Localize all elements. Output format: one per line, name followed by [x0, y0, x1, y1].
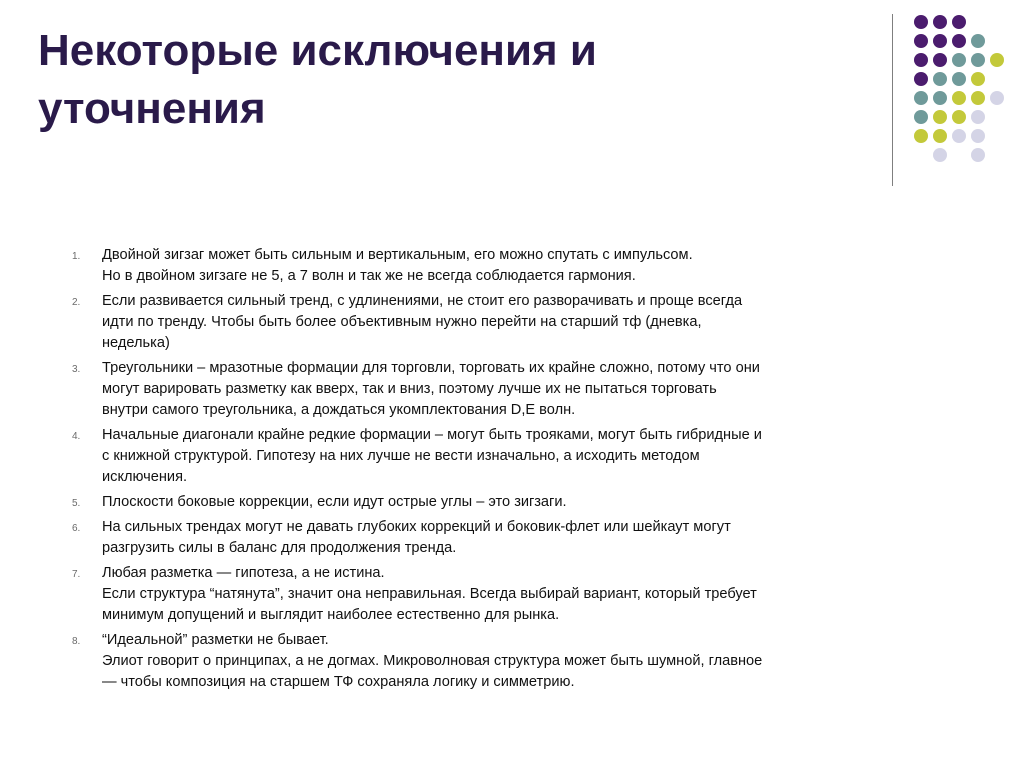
slide-title-line: Некоторые исключения и — [38, 26, 597, 75]
list-item-text-line: Элиот говорит о принципах, а не догмах. Микроволновая структура может быть шумной, главное — [102, 653, 763, 669]
decorative-dot — [990, 53, 1004, 67]
list-item — [72, 245, 892, 287]
decorative-dot — [952, 129, 966, 143]
decorative-dot — [971, 148, 985, 162]
decorative-dot — [971, 34, 985, 48]
list-item-text-line: Треугольники – мразотные формации для торговли, торговать их крайне сложно, потому что они — [102, 360, 760, 376]
list-item-text-line: Если развивается сильный тренд, с удлинениями, не стоит его разворачивать и проще всегда — [102, 293, 743, 309]
decorative-dot — [971, 91, 985, 105]
decorative-dot — [914, 110, 928, 124]
decorative-dot — [914, 15, 928, 29]
decorative-dot — [971, 53, 985, 67]
decorative-dot — [933, 15, 947, 29]
decorative-dot — [914, 53, 928, 67]
decorative-dot — [952, 53, 966, 67]
list-item — [72, 358, 892, 421]
list-item-text-line: разгрузить силы в баланс для продолжения тренда. — [102, 540, 457, 556]
decorative-dot — [952, 110, 966, 124]
decorative-dot — [933, 129, 947, 143]
decorative-dot — [971, 72, 985, 86]
list-item — [72, 517, 892, 559]
decorative-dot — [952, 91, 966, 105]
list-item-number: 5. — [72, 498, 81, 509]
list-item-text-line: Двойной зигзаг может быть сильным и вертикальным, его можно спутать с импульсом. — [102, 247, 693, 263]
decorative-dot — [952, 72, 966, 86]
decorative-dot — [990, 91, 1004, 105]
list-item-text-line: идти по тренду. Чтобы быть более объективным нужно перейти на старший тф (дневка, — [102, 314, 702, 330]
list-item-text-line: Но в двойном зигзаге не 5, а 7 волн и так же не всегда соблюдается гармония. — [102, 268, 636, 284]
decorative-dot — [914, 72, 928, 86]
list-item-text-line: Любая разметка — гипотеза, а не истина. — [102, 565, 385, 581]
decorative-dot — [952, 15, 966, 29]
list-item — [72, 291, 892, 354]
list-item-text-line: с книжной структурой. Гипотезу на них лучше не вести изначально, а исходить методом — [102, 448, 700, 464]
list-item-text-line: — чтобы композиция на старшем ТФ сохраняла логику и симметрию. — [102, 674, 575, 690]
list-item — [72, 563, 892, 626]
list-item-text-line: исключения. — [102, 469, 188, 485]
list-item-number: 3. — [72, 364, 81, 375]
list-item-text-line: минимум допущений и выглядит наиболее естественно для рынка. — [102, 607, 560, 623]
decorative-dot — [933, 72, 947, 86]
list-item-text-line: Начальные диагонали крайне редкие формации – могут быть трояками, могут быть гибридные и — [102, 427, 762, 443]
list-item-text-line: неделька) — [102, 335, 170, 351]
decorative-dot — [914, 91, 928, 105]
decorative-dot — [933, 148, 947, 162]
list-item — [72, 492, 892, 513]
decorative-dot — [933, 91, 947, 105]
list-item-text-line: На сильных трендах могут не давать глубоких коррекций и боковик-флет или шейкаут могут — [102, 519, 731, 535]
list-item — [72, 425, 892, 488]
decorative-dot — [971, 110, 985, 124]
list-item-number: 1. — [72, 251, 81, 262]
list-item-number: 8. — [72, 636, 81, 647]
exceptions-list — [72, 245, 892, 697]
list-item-number: 2. — [72, 297, 81, 308]
list-item-text-line: “Идеальной” разметки не бывает. — [102, 632, 329, 648]
list-item-number: 4. — [72, 431, 81, 442]
decorative-dot-grid — [0, 0, 1024, 200]
slide-title-line: уточнения — [38, 84, 266, 133]
list-item-text-line: Плоскости боковые коррекции, если идут острые углы – это зигзаги. — [102, 494, 567, 510]
list-item-number: 7. — [72, 569, 81, 580]
list-item-number: 6. — [72, 523, 81, 534]
decorative-dot — [914, 129, 928, 143]
decorative-dot — [952, 34, 966, 48]
list-item-text-line: могут варировать разметку как вверх, так и вниз, поэтому лучше их не пытаться торговать — [102, 381, 717, 397]
decorative-dot — [914, 34, 928, 48]
list-item-text-line: внутри самого треугольника, а дождаться укомплектования D,E волн. — [102, 402, 576, 418]
list-item-text-line: Если структура “натянута”, значит она неправильная. Всегда выбирай вариант, который требует — [102, 586, 757, 602]
decorative-dot — [933, 53, 947, 67]
decorative-dot — [971, 129, 985, 143]
decorative-dot — [933, 110, 947, 124]
list-item — [72, 630, 892, 693]
decorative-dot — [933, 34, 947, 48]
